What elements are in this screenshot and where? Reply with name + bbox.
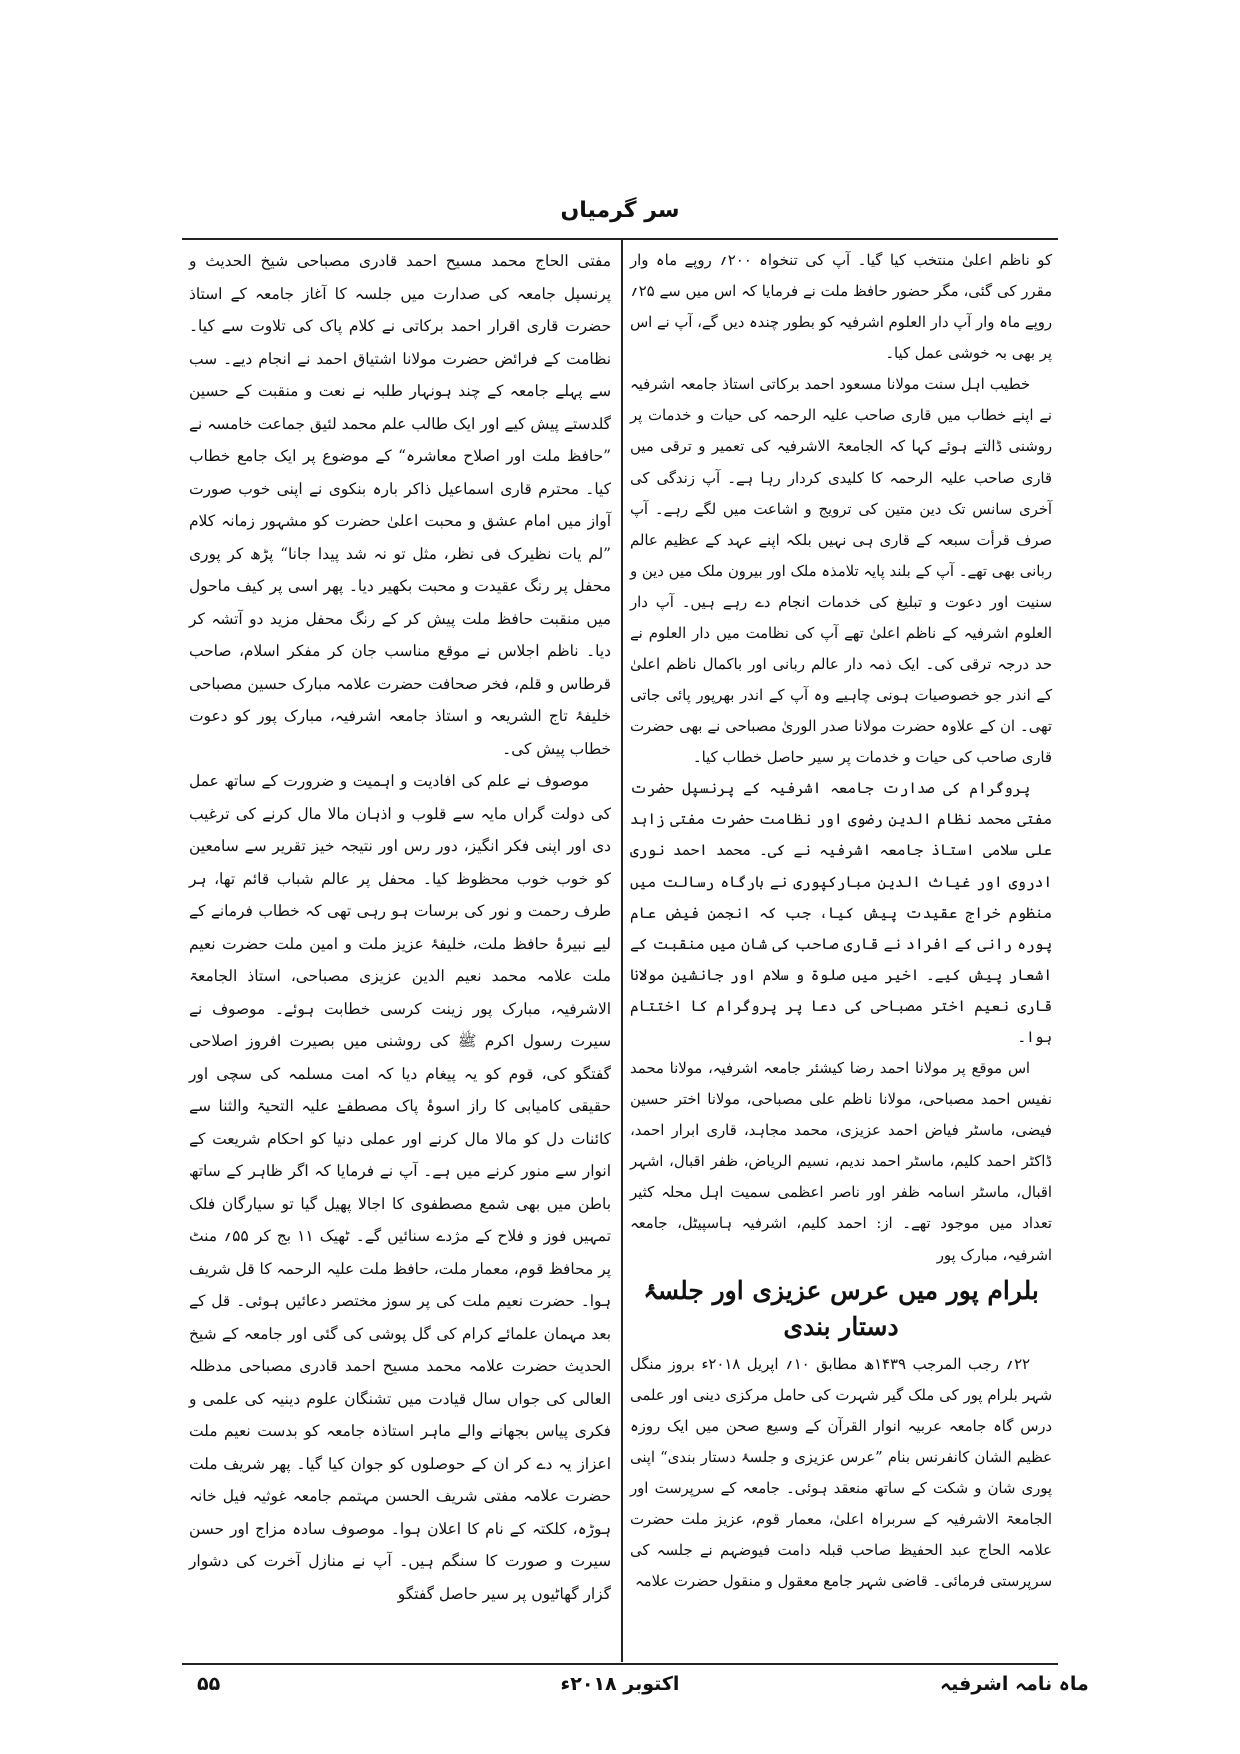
- left-column: [189, 245, 611, 1610]
- footer-rule: [182, 1663, 1058, 1665]
- paragraph: موصوف نے علم کی افادیت و اہمیت و ضرورت کے ساتھ عمل کی دولت گراں مایہ سے قلوب و اذہان مالا مال کرنے کی ترغیب دی اور اپنی فکر انگیز، دور رس اور نتیجہ خیز تقریر سے سامعین کو خوب خوب محظوظ کیا۔ محفل پر عالم شباب قائم تھا، ہر طرف رحمت و نور کی برسات ہو رہی تھی کہ خطاب فرمانے کے لیے نبیرۂ حافظ ملت، خلیفۂ عزیز ملت و امین ملت حضرت نعیم ملت علامہ محمد نعیم الدین عزیزی مصباحی، استاذ الجامعۃ الاشرفیہ، مبارک پور زینت کرسی خطابت ہوئے۔ موصوف نے سیرت رسول اکرم ﷺ کی روشنی میں بصیرت افروز اصلاحی گفتگو کی، قوم کو یہ پیغام دیا کہ امت مسلمہ کی سچی اور حقیقی کامیابی کا راز اسوۂ پاک مصطفےٰ علیہ التحیۃ والثنا سے کائنات دل کو مالا مال کرنے اور عملی دنیا کو احکام شریعت کے انوار سے منور کرنے میں ہے۔ آپ نے فرمایا کہ اگر ظاہر کے ساتھ باطن میں بھی شمع مصطفوی کا اجالا پھیل گیا تو سیارگان فلک تمہیں فوز و فلاح کے مژدے سنائیں گے۔ ٹھیک ۱۱ بج کر ۵۵؍ منٹ پر محافظ قوم، معمار ملت، حافظ ملت علیہ الرحمہ کا قل شریف ہوا۔ حضرت نعیم ملت کی پر سوز مختصر دعائیں ہوئی۔ قل کے بعد مہمان علمائے کرام کی گل پوشی کی گئی اور جامعہ کے شیخ الحدیث حضرت علامہ محمد مسیح احمد قادری مصباحی مدظلہ العالی کی جواں سال قیادت میں تشنگان علوم دینیہ کی علمی و فکری پیاس بجھانے والے ماہر استاذہ جامعہ کو بدست نعیم ملت اعزاز یہ دے کر ان کے حوصلوں کو جوان کیا گیا۔ پھر شریف ملت حضرت علامہ مفتی شریف الحسن مہتمم جامعہ غوثیہ فیل خانہ ہوڑہ، کلکتہ کے نام کا اعلان ہوا۔ موصوف سادہ مزاج اور حسن سیرت و صورت کا سنگم ہیں۔ آپ نے منازل آخرت کی دشوار گزار گھاٹیوں پر سیر حاصل گفتگو: [189, 772, 611, 1603]
- paragraph: مفتی الحاج محمد مسیح احمد قادری مصباحی شیخ الحدیث و پرنسپل جامعہ کی صدارت میں جلسہ کا آغاز جامعہ کے استاذ حضرت قاری اقرار احمد برکاتی نے کلام پاک کی تلاوت سے کیا۔ نظامت کے فرائض حضرت مولانا اشتیاق احمد نے انجام دیے۔ سب سے پہلے جامعہ کے چند ہونہار طلبہ نے نعت و منقبت کے حسین گلدستے پیش کیے اور ایک طالب علم محمد لئیق جماعت خامسہ نے ”حافظ ملت اور اصلاح معاشرہ“ کے موضوع پر ایک جامع خطاب کیا۔ محترم قاری اسماعیل ذاکر بارہ بنکوی نے اپنی خوب صورت آواز میں امام عشق و محبت اعلیٰ حضرت کو مشہور زمانہ کلام ”لم یات نظیرک فی نظر، مثل تو نہ شد پیدا جانا“ پڑھ کر پوری محفل پر رنگ عقیدت و محبت بکھیر دیا۔ پھر اسی پر کیف ماحول میں منقبت حافظ ملت پیش کر کے رنگ محفل مزید دو آتشہ کر دیا۔ ناظم اجلاس نے موقع مناسب جان کر مفکر اسلام، صاحب قرطاس و قلم، فخر صحافت حضرت علامہ مبارک حسین مصباحی خلیفۂ تاج الشریعہ و استاذ جامعہ اشرفیہ، مبارک پور کو دعوت خطاب پیش کی۔: [189, 252, 611, 758]
- article-headline: بلرام پور میں عرس عزیزی اور جلسۂ دستار بندی: [643, 1275, 1039, 1341]
- magazine-name: ماہ نامہ اشرفیہ: [940, 1673, 1089, 1695]
- column-divider: [621, 240, 623, 1662]
- paragraph: خطیب اہل سنت مولانا مسعود احمد برکاتی استاذ جامعہ اشرفیہ نے اپنے خطاب میں قاری صاحب علیہ الرحمہ کی حیات و خدمات پر روشنی ڈالتے ہوئے کہا کہ الجامعۃ الاشرفیہ کی تعمیر و ترقی میں قاری صاحب علیہ الرحمہ کا کلیدی کردار رہا ہے۔ آپ زندگی کی آخری سانس تک دین متین کی ترویج و اشاعت میں لگے رہے۔ آپ صرف قرأت سبعہ کے قاری ہی نہیں بلکہ اپنے عہد کے عظیم عالم ربانی بھی تھے۔ آپ کے بلند پایہ تلامذہ ملک اور بیرون ملک میں دین و سنیت اور دعوت و تبلیغ کی خدمات انجام دے رہے ہیں۔ آپ دار العلوم اشرفیہ کے ناظم اعلیٰ تھے آپ کی نظامت میں دار العلوم نے حد درجہ ترقی کی۔ ایک ذمہ دار عالم ربانی اور باکمال ناظم اعلیٰ کے اندر جو خصوصیات ہونی چاہیے وہ آپ کے اندر بھرپور پائی جاتی تھی۔ ان کے علاوہ حضرت مولانا صدر الوریٰ مصباحی نے بھی حضرت قاری صاحب کی حیات و خدمات پر سیر حاصل خطاب کیا۔: [630, 376, 1052, 767]
- header-rule: [182, 238, 1058, 240]
- paragraph: پروگرام کی صدارت جامعہ اشرفیہ کے پرنسپل حضرت مفتی محمد نظام الدین رضوی اور نظامت حضرت مفتی زاہد علی سلامی استاذ جامعہ اشرفیہ نے کی۔ محمد احمد نوری ادروی اور غیاث الدین مبارکپوری نے بارگاہ رسالت میں منظوم خراج عقیدت پیش کیا، جب کہ انجمن فیض عام پورہ رانی کے افراد نے قاری صاحب کی شان میں منقبت کے اشعار پیش کیے۔ اخیر میں صلوۃ و سلام اور جانشین مولانا قاری نعیم اختر مصباحی کی دعا پر پروگرام کا اختتام ہوا۔: [630, 780, 1052, 1046]
- page-number: ۵۵: [197, 1673, 221, 1695]
- right-column: [630, 245, 1052, 1597]
- paragraph: کو ناظم اعلیٰ منتخب کیا گیا۔ آپ کی تنخواہ ۲۰۰؍ روپے ماہ وار مقرر کی گئی، مگر حضور حافظ ملت نے فرمایا کہ اس میں سے ۲۵؍ روپے ماہ وار آپ دار العلوم اشرفیہ کو بطور چندہ دیں گے، آپ نے اس پر بھی بہ خوشی عمل کیا۔: [630, 252, 1052, 363]
- paragraph: اس موقع پر مولانا احمد رضا کیشئر جامعہ اشرفیہ، مولانا محمد نفیس احمد مصباحی، مولانا ناظم علی مصباحی، مولانا اختر حسین فیضی، ماسٹر فیاض احمد عزیزی، محمد مجاہد، قاری ابرار احمد، ڈاکٹر احمد کلیم، ماسٹر احمد ندیم، نسیم الریاض، ظفر اقبال، اشہر اقبال، ماسٹر اسامہ ظفر اور ناصر اعظمی سمیت اہل محلہ کثیر تعداد میں موجود تھے۔ از: احمد کلیم، اشرفیہ ہاسپیٹل، جامعہ اشرفیہ، مبارک پور: [630, 1060, 1052, 1264]
- section-title: سر گرمیاں: [560, 198, 680, 223]
- paragraph: ۲۲؍ رجب المرجب ۱۴۳۹ھ مطابق ۱۰؍ اپریل ۲۰۱۸ء بروز منگل شہر بلرام پور کی ملک گیر شہرت کی حامل مرکزی دینی اور علمی درس گاہ جامعہ عربیہ انوار القرآن کے وسیع صحن میں ایک روزہ عظیم الشان کانفرنس بنام ”عرس عزیزی و جلسۂ دستار بندی“ اپنی پوری شان و شکت کے ساتھ منعقد ہوئی۔ جامعہ کے سرپرست اور الجامعۃ الاشرفیہ کے سربراہ اعلیٰ، معمار قوم، عزیز ملت حضرت علامہ الحاج عبد الحفیظ صاحب قبلہ دامت فیوضہم نے جلسہ کی سرپرستی فرمائی۔ قاضی شہر جامع معقول و منقول حضرت علامہ: [630, 1355, 1052, 1591]
- issue-date: اکتوبر ۲۰۱۸ء: [560, 1673, 680, 1695]
